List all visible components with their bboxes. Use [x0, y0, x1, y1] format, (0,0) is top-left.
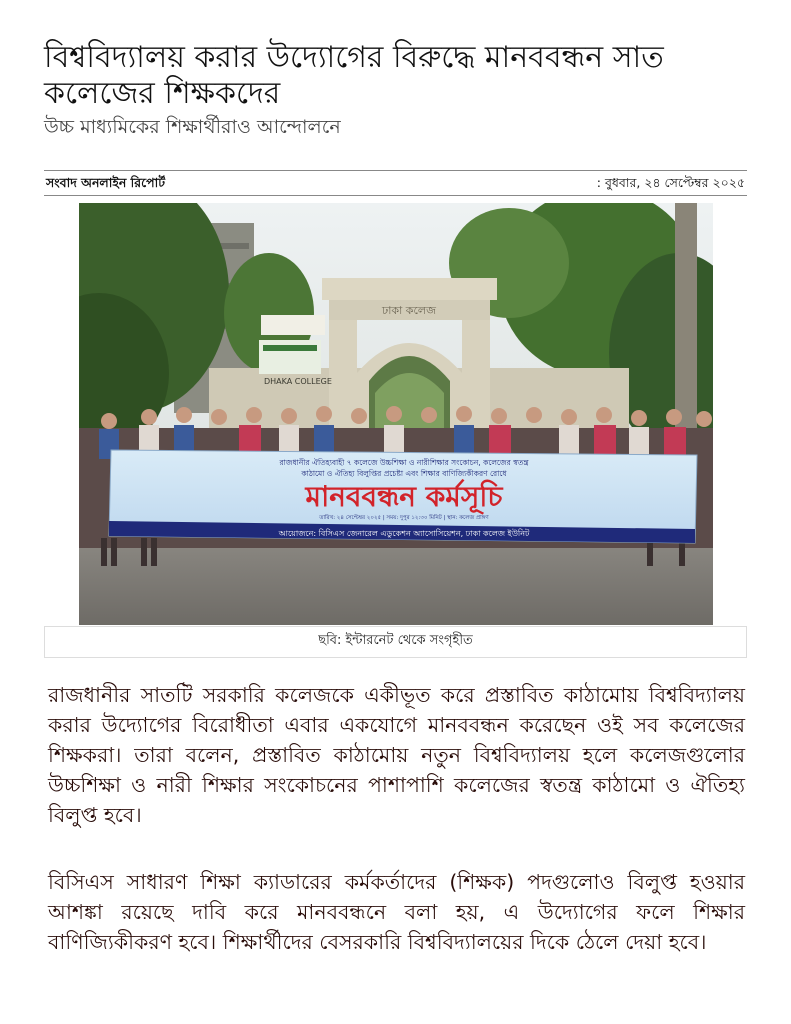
- publish-date: : বুধবার, ২৪ সেপ্টেম্বর ২০২৫: [596, 175, 745, 190]
- photo-caption: ছবি: ইন্টারনেট থেকে সংগৃহীত: [44, 626, 747, 658]
- photo-hanging-banner: [261, 315, 325, 335]
- photo-banner-organizer: আয়োজনে: বিসিএস জেনারেল এডুকেশন অ্যাসোসিয়েশন, ঢাকা কলেজ ইউনিট: [278, 529, 530, 538]
- article-paragraph: রাজধানীর সাতটি সরকারি কলেজকে একীভূত করে প্রস্তাবিত কাঠামোয় বিশ্ববিদ্যালয় করার উদ্যোগের বিরোধীতা এবার একযোগে মানববন্ধন করেছেন ওই সব কলেজের শিক্ষকরা। তারা বলেন, প্রস্তাবিত কাঠামোয় নতুন বিশ্ববিদ্যালয় হলে কলেজগুলোর উচ্চশিক্ষা ও নারী শিক্ষার সংকোচনের পাশাপাশি কলেজের স্বতন্ত্র কাঠামো ও ঐতিহ্য বিলুপ্ত হবে।: [48, 683, 745, 827]
- article-subheadline: উচ্চ মাধ্যমিকের শিক্ষার্থীরাও আন্দোলনে: [44, 116, 341, 138]
- photo-banner-top-line1: রাজধানীর ঐতিহ্যবাহী ৭ কলেজে উচ্চশিক্ষা ও নারীশিক্ষার সংকোচন, কলেজের স্বতন্ত্র: [279, 458, 529, 467]
- byline-bar: [44, 170, 747, 196]
- author-label: সংবাদ অনলাইন রিপোর্ট: [46, 175, 166, 190]
- article-paragraph: বিসিএস সাধারণ শিক্ষা ক্যাডারের কর্মকর্তাদের (শিক্ষক) পদগুলোও বিলুপ্ত হওয়ার আশঙ্কা রয়েছে দাবি করে মানববন্ধনে বলা হয়, এ উদ্যোগের ফলে শিক্ষার বাণিজ্যিকীকরণ হবে। শিক্ষার্থীদের বেসরকারি বিশ্ববিদ্যালয়ের দিকে ঠেলে দেয়া হবে।: [48, 870, 745, 954]
- photo-palm-trunk: [675, 203, 697, 433]
- article-photo: [79, 203, 713, 625]
- photo-banner-date: তারিখ: ২৪ সেপ্টেম্বর ২০২৫ | সময়: দুপুর ১২:৩০ মিনিট | স্থান: কলেজ প্রাঙ্গণ: [319, 515, 489, 521]
- photo-gate-label: DHAKA COLLEGE: [264, 377, 332, 386]
- photo-gate-sign: ঢাকা কলেজ: [382, 304, 436, 317]
- photo-banner-title: মানববন্ধন কর্মসূচি: [305, 480, 503, 513]
- photo-banner-top-line2: কাঠামো ও ঐতিহ্য বিলুপ্তির প্রচেষ্টা এবং শিক্ষার বাণিজ্যিকীকরণ রোধে: [301, 469, 507, 478]
- article-headline: বিশ্ববিদ্যালয় করার উদ্যোগের বিরুদ্ধে মানববন্ধন সাত কলেজের শিক্ষকদের: [44, 40, 664, 111]
